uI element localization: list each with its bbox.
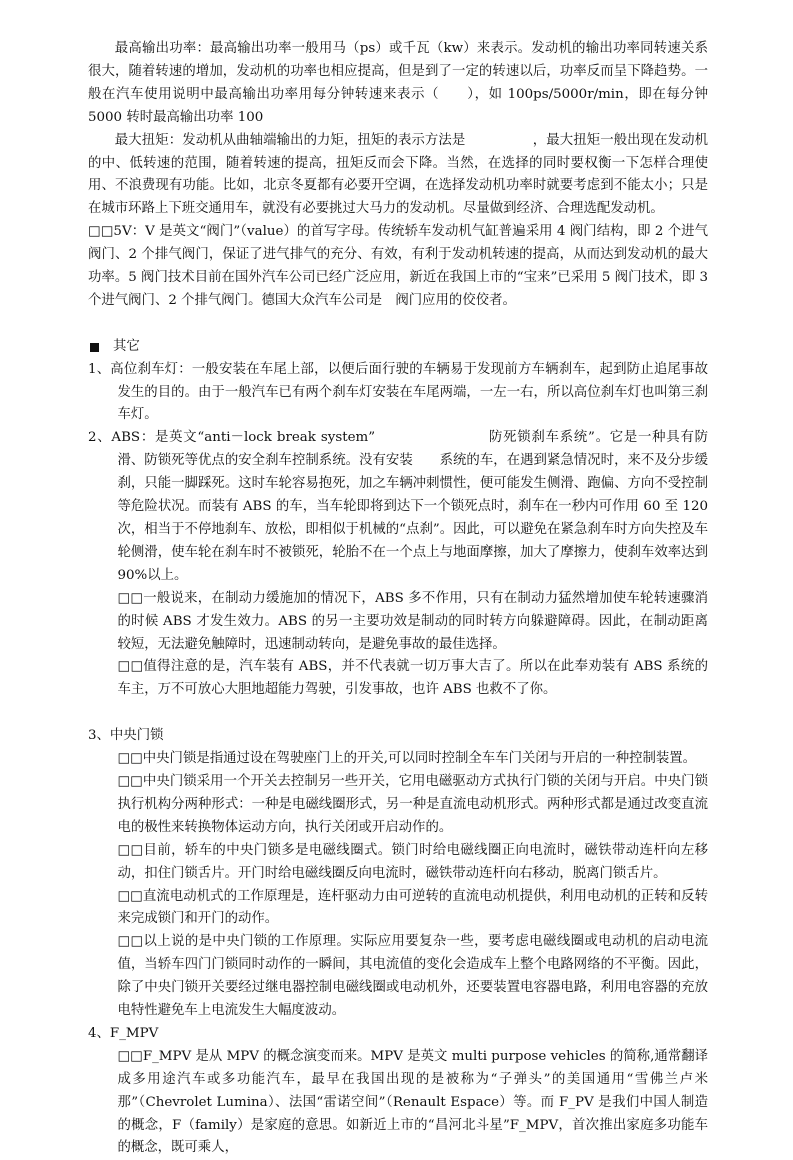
blank-line — [88, 702, 708, 725]
fmpv-paragraph-1: □□F_MPV 是从 MPV 的概念演变而来。MPV 是英文 multi purpose vehicles 的简称,通常翻译成多用途汽车或多功能汽车，最早在我国出现的是被称为“子弹头”的美国通用“雪佛兰卢米那”（Chevrolet Lumina）、法国“雷诺空间”（Renault Espace）等。而 F_PV 是我们中国人制造的概念，F（family）是家庭的意思。如新近上市的“昌河北斗星”F_MPV，首次推出家庭多功能车的概念，既可乘人， — [117, 1048, 708, 1156]
central-lock-paragraph-1: □□中央门锁是指通过设在驾驶座门上的开关,可以同时控制全车车门关闭与开启的一种控制装置。 — [117, 751, 697, 767]
square-bullet-icon — [90, 343, 99, 352]
blank-line — [88, 313, 708, 336]
list-item-high-brake-light: 1、高位刹车灯：一般安装在车尾上部，以便后面行驶的车辆易于发现前方车辆刹车，起到防止追尾事故发生的目的。由于一般汽车已有两个刹车灯安装在车尾两端，一左一右，所以高位刹车灯也叫第三刹车灯。 — [88, 361, 708, 423]
list-item-central-lock: 3、中央门锁 — [88, 728, 164, 744]
paragraph-max-torque: 最大扭矩：发动机从曲轴端输出的力矩，扭矩的表示方法是 ，最大扭矩一般出现在发动机的中、低转速的范围，随着转速的提高，扭矩反而会下降。当然，在选择的同时要权衡一下怎样合理使用、不浪费现有功能。比如，北京冬夏都有必要开空调，在选择发动机功率时就要考虑到不能太小；只是在城市环路上下班交通用车，就没有必要挑过大马力的发动机。尽量做到经济、合理选配发动机。 — [88, 132, 708, 217]
section-title: 其它 — [113, 338, 140, 354]
abs-paragraph-2: □□一般说来，在制动力缓施加的情况下，ABS 多不作用，只有在制动力猛然增加使车轮转速骤消的时候 ABS 才发生效力。ABS 的另一主要功效是制动的同时转方向躲避障碍。因此，在制动距离较短，无法避免触障时，迅速制动转向，是避免事故的最佳选择。 — [117, 590, 708, 652]
section-heading-other — [88, 336, 708, 359]
central-lock-paragraph-2: □□中央门锁采用一个开关去控制另一些开关，它用电磁驱动方式执行门锁的关闭与开启。中央门锁执行机构分两种形式：一种是电磁线圈形式，另一种是直流电动机形式。两种形式都是通过改变直流电的极性来转换物体运动方向，执行关闭或开启动作的。 — [117, 773, 708, 835]
central-lock-paragraph-5: □□以上说的是中央门锁的工作原理。实际应用要复杂一些，要考虑电磁线圈或电动机的启动电流值，当轿车四门门锁同时动作的一瞬间，其电流值的变化会造成车上整个电路网络的不平衡。因此，除了中央门锁开关要经过继电器控制电磁线圈或电动机外，还要装置电容器电路，利用电容器的充放电特性避免车上电流发生大幅度波动。 — [117, 934, 708, 1019]
paragraph-max-power: 最高输出功率：最高输出功率一般用马（ps）或千瓦（kw）来表示。发动机的输出功率同转速关系很大，随着转速的增加，发动机的功率也相应提高，但是到了一定的转速以后，功率反而呈下降趋势。一般在汽车使用说明中最高输出功率用每分钟转速来表示（ ），如 100ps/5000r/min，即在每分钟 5000 转时最高输出功率 100 — [88, 41, 708, 125]
abs-paragraph-3: □□值得注意的是，汽车装有 ABS，并不代表就一切万事大吉了。所以在此奉劝装有 ABS 系统的车主，万不可放心大胆地超能力驾驶，引发事故，也许 ABS 也救不了你。 — [117, 659, 708, 698]
central-lock-paragraph-3: □□目前，轿车的中央门锁多是电磁线圈式。锁门时给电磁线圈正向电流时，磁铁带动连杆向左移动，扣住门锁舌片。开门时给电磁线圈反向电流时，磁铁带动连杆向右移动，脱离门锁舌片。 — [117, 842, 708, 881]
paragraph-5v: □□5V：V 是英文“阀门”（value）的首写字母。传统轿车发动机气缸普遍采用 4 阀门结构，即 2 个进气阀门、2 个排气阀门，保证了进气排气的充分、有效，有利于发动机转速的提高，从而达到发动机的最大功率。5 阀门技术目前在国外汽车公司已经广泛应用，新近在我国上市的“宝来”已采用 5 阀门技术，即 3 个进气阀门、2 个排气阀门。德国大众汽车公司是 阀门应用的佼佼者。 — [88, 224, 708, 308]
document-page — [88, 38, 708, 1160]
central-lock-paragraph-4: □□直流电动机式的工作原理是，连杆驱动力由可逆转的直流电动机提供，利用电动机的正转和反转来完成锁门和开门的动作。 — [117, 888, 708, 927]
list-item-fmpv: 4、F_MPV — [88, 1025, 159, 1041]
list-item-abs: 2、ABS：是英文“anti－lock break system” 防死锁刹车系统”。它是一种具有防滑、防锁死等优点的安全刹车控制系统。没有安装 系统的车，在遇到紧急情况时，来不及分步缓刹，只能一脚踩死。这时车轮容易抱死，加之车辆冲刺惯性，便可能发生侧滑、跑偏、方向不受控制等危险状况。而装有 ABS 的车，当车轮即将到达下一个锁死点时，刹车在一秒内可作用 60 至 120 次，相当于不停地刹车、放松，即相似于机械的“点刹”。因此，可以避免在紧急刹车时方向失控及车轮侧滑，使车轮在刹车时不被锁死，轮胎不在一个点上与地面摩擦，加大了摩擦力，使刹车效率达到 90%以上。 — [88, 430, 708, 583]
